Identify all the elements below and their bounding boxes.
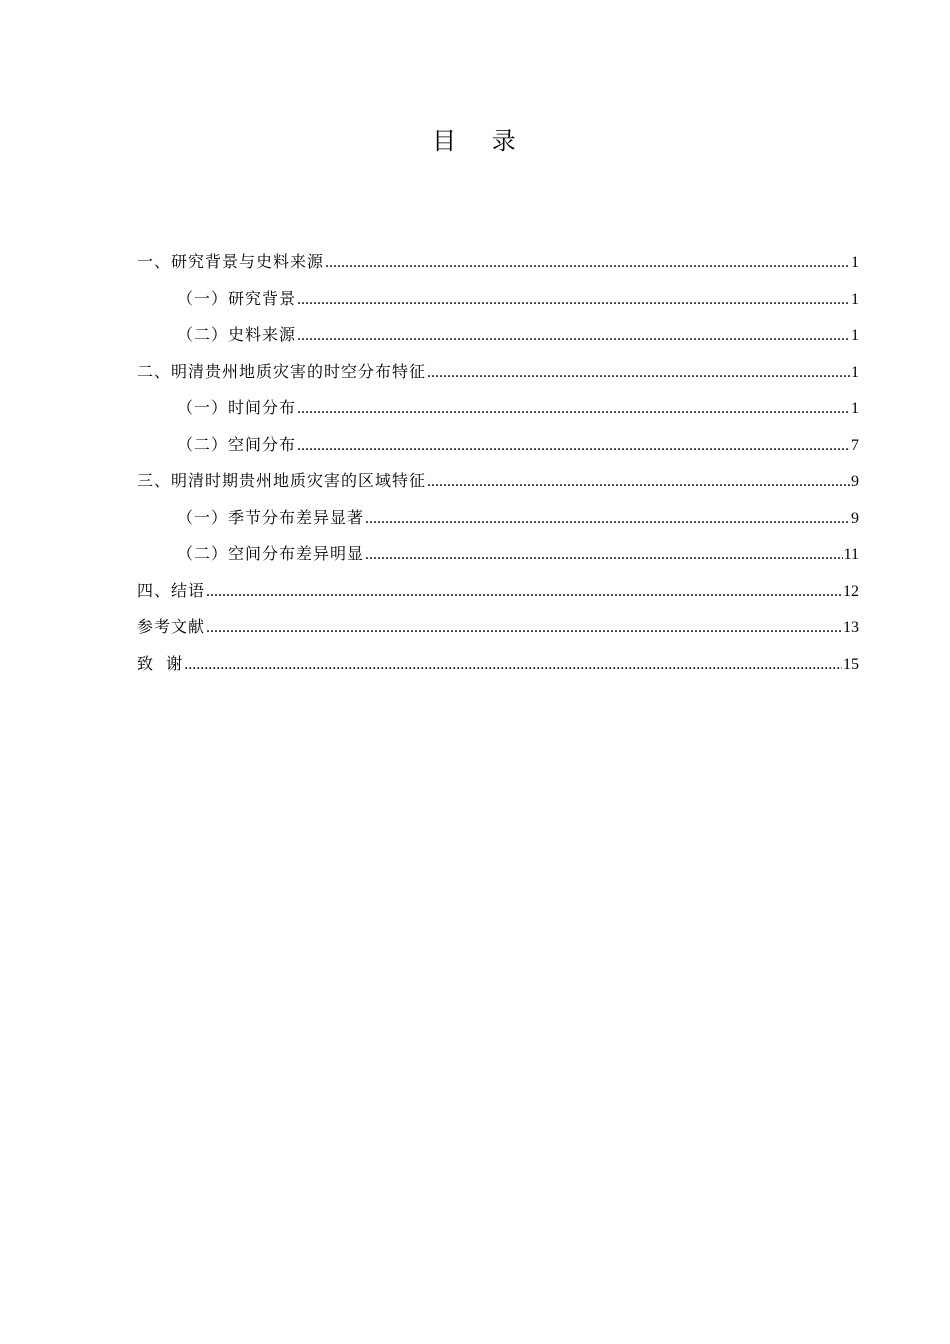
toc-dot-leader (427, 467, 850, 497)
toc-entry-label: 致 谢 (137, 653, 184, 673)
toc-entry-2[interactable] (137, 357, 859, 394)
toc-page-number: 7 (851, 436, 859, 454)
toc-dot-leader (297, 285, 850, 315)
toc-dot-leader (365, 504, 850, 534)
toc-entry-label: （一）研究背景 (177, 288, 297, 308)
toc-dot-leader (184, 650, 842, 680)
toc-dot-leader (297, 321, 850, 351)
toc-entry-1-1[interactable] (137, 284, 859, 321)
toc-entry-label: 三、明清时期贵州地质灾害的区域特征 (137, 471, 427, 490)
toc-entry-label: 二、明清贵州地质灾害的时空分布特征 (137, 361, 427, 381)
toc-dot-leader (206, 613, 842, 643)
toc-page-number: 13 (843, 619, 859, 636)
toc-entry-label: （二）空间分布 (177, 434, 297, 454)
toc-entry-1-2[interactable] (137, 320, 859, 357)
toc-page-number: 1 (851, 400, 859, 417)
toc-dot-leader (297, 394, 850, 424)
toc-entry-3-2[interactable] (137, 539, 859, 576)
toc-page-number: 1 (851, 327, 859, 344)
toc-page-number: 1 (851, 254, 859, 271)
page-title: 目 录 (432, 127, 530, 155)
toc-page-number: 1 (851, 363, 859, 381)
toc-entry-label: 一、研究背景与史料来源 (137, 252, 325, 271)
toc-entry-2-1[interactable] (137, 393, 859, 430)
toc-entry-label: （一）时间分布 (177, 398, 297, 417)
toc-entry-references[interactable] (137, 612, 859, 649)
toc-entry-3-1[interactable] (137, 503, 859, 540)
toc-entry-acknowledgements[interactable] (137, 649, 859, 686)
toc-entry-1[interactable] (137, 247, 859, 284)
toc-dot-leader (427, 358, 850, 388)
toc-dot-leader (297, 431, 850, 461)
toc-page-number: 11 (843, 546, 859, 563)
toc-entry-label: 四、结语 (137, 580, 206, 600)
toc-dot-leader (365, 540, 843, 570)
toc-page-number: 9 (851, 509, 859, 527)
toc-entry-4[interactable] (137, 576, 859, 613)
toc-entry-label: 参考文献 (137, 617, 206, 636)
toc-entry-3[interactable] (137, 466, 859, 503)
toc-entry-label: （一）季节分布差异显著 (177, 507, 365, 527)
toc-page-number: 1 (851, 290, 859, 308)
toc-entry-label: （二）空间分布差异明显 (177, 544, 365, 563)
toc-dot-leader (206, 577, 842, 607)
toc-entry-label: （二）史料来源 (177, 325, 297, 344)
toc-page-number: 12 (843, 582, 859, 600)
toc-entry-2-2[interactable] (137, 430, 859, 467)
table-of-contents (137, 247, 859, 685)
toc-dot-leader (325, 248, 850, 278)
toc-page-number: 9 (851, 473, 859, 490)
toc-page-number: 15 (843, 655, 859, 673)
